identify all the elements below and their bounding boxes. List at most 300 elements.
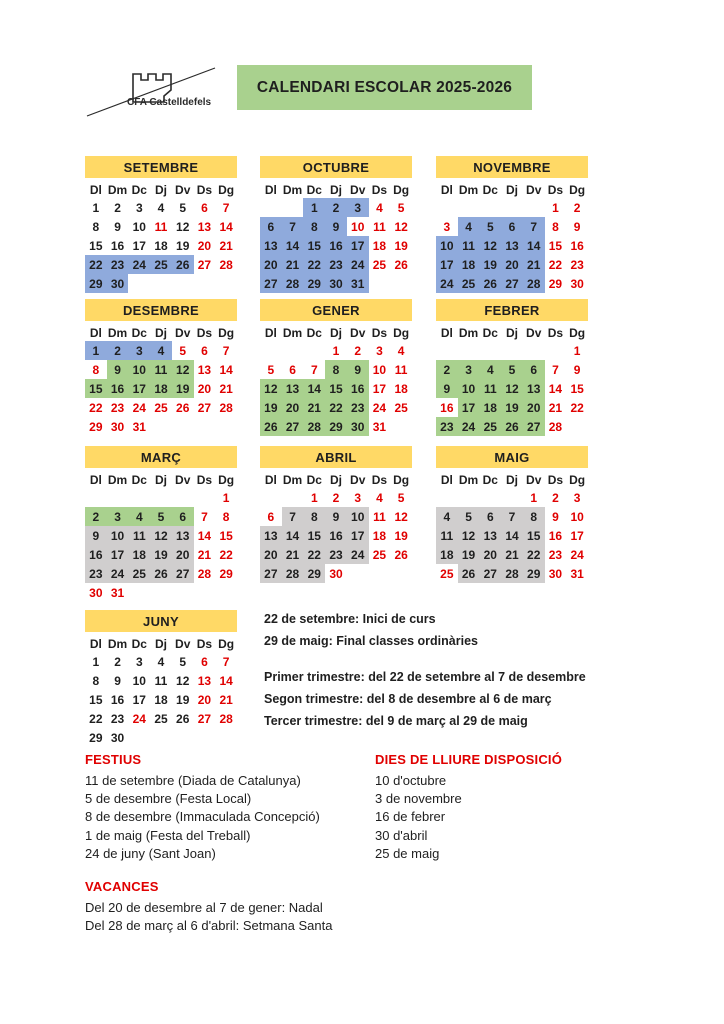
week-row xyxy=(436,217,588,236)
day-cell: 25 xyxy=(458,274,480,293)
day-cell: 12 xyxy=(150,526,172,545)
day-cell-empty xyxy=(128,488,150,507)
list-item: 24 de juny (Sant Joan) xyxy=(85,845,216,861)
weekday-header-row xyxy=(436,181,588,198)
week-row xyxy=(436,526,588,545)
day-cell: 13 xyxy=(172,526,194,545)
day-cell: 18 xyxy=(150,379,172,398)
day-cell: 4 xyxy=(128,507,150,526)
week-row xyxy=(85,274,237,293)
day-cell: 10 xyxy=(132,673,146,688)
day-cell: 22 xyxy=(89,400,103,415)
weekday-label: Dv xyxy=(175,472,191,487)
note-trimestre-1: Primer trimestre: del 22 de setembre al 7 de desembre xyxy=(264,670,586,684)
week-row xyxy=(260,417,412,436)
week-row xyxy=(85,507,237,526)
day-cell: 25 xyxy=(150,255,172,274)
day-cell: 13 xyxy=(197,219,212,234)
month-maig xyxy=(436,446,588,583)
vacances-list xyxy=(85,899,332,935)
weekday-label: Ds xyxy=(196,472,213,487)
day-cell: 3 xyxy=(128,341,150,360)
week-row xyxy=(85,236,237,255)
weekday-label: Dc xyxy=(131,182,147,197)
week-row xyxy=(260,488,412,507)
day-cell: 8 xyxy=(92,362,100,377)
day-cell: 28 xyxy=(303,417,325,436)
week-row xyxy=(85,526,237,545)
day-cell: 26 xyxy=(172,255,194,274)
day-cell: 5 xyxy=(458,507,480,526)
weekday-label: Dv xyxy=(175,325,191,340)
month-novembre xyxy=(436,156,588,293)
day-cell: 5 xyxy=(479,217,501,236)
day-cell: 2 xyxy=(332,490,340,505)
day-cell: 14 xyxy=(219,219,233,234)
weekday-label: Ds xyxy=(547,182,564,197)
day-cell: 15 xyxy=(325,379,347,398)
day-cell: 24 xyxy=(570,547,584,562)
day-cell: 12 xyxy=(394,219,408,234)
weekday-header-row xyxy=(436,471,588,488)
day-cell: 28 xyxy=(282,274,304,293)
day-cell: 8 xyxy=(552,219,559,234)
day-cell: 10 xyxy=(132,219,146,234)
day-cell-empty xyxy=(369,274,391,293)
weekday-header-row xyxy=(260,324,412,341)
day-cell-empty xyxy=(172,488,194,507)
day-cell: 11 xyxy=(150,360,172,379)
day-cell: 20 xyxy=(282,398,304,417)
day-cell: 9 xyxy=(107,360,129,379)
day-cell: 18 xyxy=(394,381,408,396)
day-cell: 1 xyxy=(92,654,100,669)
day-cell: 2 xyxy=(436,360,458,379)
day-cell: 11 xyxy=(154,673,168,688)
day-cell: 19 xyxy=(172,379,194,398)
weekday-label: Dg xyxy=(393,325,410,340)
weekday-label: Dm xyxy=(107,636,128,651)
day-cell: 22 xyxy=(219,547,233,562)
day-cell: 28 xyxy=(523,274,545,293)
day-cell: 6 xyxy=(201,200,208,215)
day-cell: 15 xyxy=(219,528,233,543)
day-cell: 27 xyxy=(479,564,501,583)
day-cell-empty xyxy=(150,488,172,507)
day-cell: 7 xyxy=(310,362,318,377)
day-cell: 22 xyxy=(548,257,563,272)
day-cell-empty xyxy=(523,341,545,360)
day-cell: 23 xyxy=(110,711,125,726)
day-cell: 20 xyxy=(523,398,545,417)
day-cell: 26 xyxy=(501,417,523,436)
day-cell: 23 xyxy=(436,417,458,436)
day-cell: 10 xyxy=(458,379,480,398)
weekday-label: Dg xyxy=(218,472,235,487)
day-cell-empty xyxy=(390,564,412,583)
month-title: JUNY xyxy=(85,610,237,632)
day-cell: 23 xyxy=(570,257,584,272)
day-cell: 5 xyxy=(179,343,187,358)
month-title: DESEMBRE xyxy=(85,299,237,321)
weekday-label: Dl xyxy=(440,472,453,487)
day-cell: 8 xyxy=(92,673,100,688)
day-cell: 6 xyxy=(501,217,523,236)
day-cell: 11 xyxy=(128,526,150,545)
day-cell: 14 xyxy=(282,526,304,545)
weekday-label: Ds xyxy=(547,472,564,487)
day-cell-empty xyxy=(150,583,172,602)
day-cell-empty xyxy=(458,488,480,507)
day-cell: 27 xyxy=(501,274,523,293)
week-row xyxy=(436,274,588,293)
day-cell: 28 xyxy=(197,566,212,581)
day-cell: 7 xyxy=(282,217,304,236)
weekday-label: Dg xyxy=(218,182,235,197)
day-cell-empty xyxy=(347,564,369,583)
day-cell: 17 xyxy=(107,545,129,564)
day-cell: 19 xyxy=(394,238,408,253)
list-item: 25 de maig xyxy=(375,845,440,861)
weekday-label: Ds xyxy=(196,325,213,340)
day-cell: 24 xyxy=(132,711,146,726)
day-cell: 19 xyxy=(479,255,501,274)
day-cell: 31 xyxy=(110,585,125,600)
day-cell: 17 xyxy=(128,379,150,398)
day-cell: 26 xyxy=(394,257,408,272)
week-row xyxy=(85,671,237,690)
weekday-label: Dj xyxy=(505,182,518,197)
day-cell: 23 xyxy=(325,545,347,564)
day-cell: 5 xyxy=(501,360,523,379)
day-cell-empty xyxy=(107,488,129,507)
day-cell: 1 xyxy=(92,200,100,215)
day-cell: 8 xyxy=(92,219,100,234)
day-cell: 12 xyxy=(172,360,194,379)
day-cell: 28 xyxy=(219,400,233,415)
day-cell-empty xyxy=(501,488,523,507)
weekday-label: Dj xyxy=(329,325,342,340)
day-cell: 13 xyxy=(479,526,501,545)
day-cell-empty xyxy=(282,198,304,217)
week-row xyxy=(85,564,237,583)
day-cell: 22 xyxy=(325,398,347,417)
day-cell: 15 xyxy=(85,379,107,398)
day-cell: 4 xyxy=(157,200,165,215)
weekday-label: Ds xyxy=(196,636,213,651)
weekday-header-row xyxy=(85,471,237,488)
day-cell: 6 xyxy=(201,654,208,669)
day-cell: 26 xyxy=(458,564,480,583)
day-cell: 13 xyxy=(260,236,282,255)
day-cell-empty xyxy=(150,728,172,747)
day-cell: 29 xyxy=(303,564,325,583)
month-title: SETEMBRE xyxy=(85,156,237,178)
day-cell-empty xyxy=(479,488,501,507)
day-cell: 7 xyxy=(501,507,523,526)
day-cell-empty xyxy=(260,198,282,217)
day-cell: 16 xyxy=(107,379,129,398)
weekday-header-row xyxy=(436,324,588,341)
day-cell: 9 xyxy=(436,379,458,398)
weekday-label: Dl xyxy=(264,182,277,197)
list-item: 3 de novembre xyxy=(375,791,462,807)
list-item: Del 28 de març al 6 d'abril: Setmana Santa xyxy=(85,918,333,934)
weekday-label: Dj xyxy=(329,472,342,487)
day-cell: 27 xyxy=(282,417,304,436)
day-cell: 10 xyxy=(372,362,387,377)
weekday-label: Dv xyxy=(350,182,366,197)
weekday-label: Dl xyxy=(89,325,102,340)
weekday-label: Dv xyxy=(526,182,542,197)
day-cell: 21 xyxy=(219,692,233,707)
week-row xyxy=(436,488,588,507)
weekday-label: Dc xyxy=(131,636,147,651)
day-cell: 5 xyxy=(267,362,275,377)
day-cell: 31 xyxy=(132,419,146,434)
day-cell: 24 xyxy=(436,274,458,293)
day-cell: 9 xyxy=(552,509,559,524)
day-cell: 9 xyxy=(573,219,581,234)
month-title: OCTUBRE xyxy=(260,156,412,178)
day-cell: 11 xyxy=(373,509,386,524)
day-cell: 26 xyxy=(176,400,190,415)
day-cell-empty xyxy=(172,417,194,436)
week-row xyxy=(260,274,412,293)
day-cell: 2 xyxy=(114,200,121,215)
vacances-heading: VACANCES xyxy=(85,879,159,894)
week-row xyxy=(85,583,237,602)
week-row xyxy=(85,360,237,379)
weekday-label: Dj xyxy=(154,636,167,651)
day-cell: 16 xyxy=(110,692,125,707)
month-title: MAIG xyxy=(436,446,588,468)
weekday-label: Dv xyxy=(350,472,366,487)
day-cell: 22 xyxy=(303,545,325,564)
lliure-disposicio-heading: DIES DE LLIURE DISPOSICIÓ xyxy=(375,752,563,767)
day-cell: 7 xyxy=(222,654,230,669)
day-cell: 30 xyxy=(329,566,343,581)
day-cell: 26 xyxy=(479,274,501,293)
day-cell: 16 xyxy=(85,545,107,564)
day-cell: 9 xyxy=(325,507,347,526)
weekday-label: Dv xyxy=(175,636,191,651)
day-cell: 22 xyxy=(303,255,325,274)
day-cell-empty xyxy=(566,417,588,436)
day-cell: 10 xyxy=(570,509,584,524)
day-cell-empty xyxy=(150,274,172,293)
month-gener xyxy=(260,299,412,436)
day-cell: 12 xyxy=(176,673,190,688)
day-cell: 21 xyxy=(548,400,563,415)
day-cell: 17 xyxy=(347,526,369,545)
weekday-header-row xyxy=(85,324,237,341)
day-cell: 10 xyxy=(347,507,369,526)
day-cell: 15 xyxy=(548,238,563,253)
week-row xyxy=(436,236,588,255)
day-cell: 17 xyxy=(458,398,480,417)
day-cell: 24 xyxy=(107,564,129,583)
day-cell: 9 xyxy=(325,217,347,236)
week-row xyxy=(260,217,412,236)
week-row xyxy=(260,255,412,274)
lliure-disposicio-list xyxy=(375,772,462,863)
day-cell-empty xyxy=(303,341,325,360)
day-cell: 19 xyxy=(176,238,190,253)
note-final: 29 de maig: Final classes ordinàries xyxy=(264,634,478,648)
day-cell: 19 xyxy=(150,545,172,564)
day-cell: 20 xyxy=(197,381,212,396)
day-cell: 5 xyxy=(150,507,172,526)
day-cell: 17 xyxy=(436,255,458,274)
list-item: Del 20 de desembre al 7 de gener: Nadal xyxy=(85,900,323,915)
day-cell: 27 xyxy=(260,274,282,293)
day-cell: 11 xyxy=(436,526,458,545)
weekday-label: Dv xyxy=(526,472,542,487)
day-cell: 20 xyxy=(197,692,212,707)
month-febrer xyxy=(436,299,588,436)
day-cell: 14 xyxy=(501,526,523,545)
weekday-label: Dc xyxy=(306,472,322,487)
day-cell-empty xyxy=(523,198,545,217)
day-cell-empty xyxy=(260,488,282,507)
day-cell-empty xyxy=(172,728,194,747)
day-cell: 23 xyxy=(347,398,369,417)
day-cell: 24 xyxy=(372,400,387,415)
day-cell: 1 xyxy=(85,341,107,360)
day-cell: 26 xyxy=(394,547,408,562)
weekday-label: Dl xyxy=(89,182,102,197)
day-cell: 8 xyxy=(523,507,545,526)
day-cell: 2 xyxy=(573,200,581,215)
day-cell: 27 xyxy=(172,564,194,583)
day-cell: 14 xyxy=(303,379,325,398)
weekday-label: Dm xyxy=(282,325,303,340)
day-cell-empty xyxy=(194,274,216,293)
day-cell-empty xyxy=(172,274,194,293)
weekday-label: Dm xyxy=(107,182,128,197)
day-cell: 18 xyxy=(154,692,168,707)
day-cell: 8 xyxy=(222,509,230,524)
day-cell: 24 xyxy=(128,255,150,274)
week-row xyxy=(436,545,588,564)
day-cell: 28 xyxy=(501,564,523,583)
day-cell: 13 xyxy=(523,379,545,398)
day-cell: 7 xyxy=(222,343,230,358)
day-cell: 16 xyxy=(347,379,369,398)
day-cell: 28 xyxy=(548,419,563,434)
day-cell-empty xyxy=(458,198,480,217)
day-cell: 22 xyxy=(85,255,107,274)
list-item: 11 de setembre (Diada de Catalunya) xyxy=(85,773,301,788)
day-cell: 20 xyxy=(479,545,501,564)
week-row xyxy=(260,507,412,526)
day-cell: 6 xyxy=(267,509,275,524)
weekday-label: Dj xyxy=(329,182,342,197)
day-cell: 18 xyxy=(436,545,458,564)
week-row xyxy=(85,709,237,728)
day-cell: 4 xyxy=(376,490,383,505)
day-cell: 28 xyxy=(219,257,233,272)
day-cell: 30 xyxy=(548,566,563,581)
logo-castle-icon xyxy=(85,58,220,120)
day-cell: 23 xyxy=(325,255,347,274)
day-cell: 30 xyxy=(325,274,347,293)
week-row xyxy=(436,255,588,274)
day-cell: 27 xyxy=(523,417,545,436)
day-cell-empty xyxy=(194,583,216,602)
weekday-label: Dc xyxy=(131,472,147,487)
day-cell-empty xyxy=(479,198,501,217)
day-cell: 13 xyxy=(282,379,304,398)
weekday-label: Dg xyxy=(569,182,586,197)
day-cell: 17 xyxy=(372,381,387,396)
day-cell: 2 xyxy=(85,507,107,526)
day-cell: 12 xyxy=(458,526,480,545)
day-cell: 6 xyxy=(172,507,194,526)
day-cell: 29 xyxy=(303,274,325,293)
day-cell: 1 xyxy=(573,343,581,358)
weekday-label: Dl xyxy=(440,182,453,197)
day-cell: 30 xyxy=(570,276,584,291)
day-cell: 3 xyxy=(347,198,369,217)
day-cell: 30 xyxy=(347,417,369,436)
weekday-label: Dg xyxy=(218,325,235,340)
day-cell: 21 xyxy=(282,255,304,274)
day-cell: 24 xyxy=(347,255,369,274)
week-row xyxy=(85,379,237,398)
day-cell: 14 xyxy=(523,236,545,255)
day-cell-empty xyxy=(172,583,194,602)
weekday-label: Dl xyxy=(89,636,102,651)
day-cell: 30 xyxy=(89,585,103,600)
day-cell-empty xyxy=(128,274,150,293)
weekday-label: Dc xyxy=(306,182,322,197)
day-cell: 2 xyxy=(325,198,347,217)
festius-list xyxy=(85,772,320,863)
day-cell: 31 xyxy=(347,274,369,293)
note-trimestre-2: Segon trimestre: del 8 de desembre al 6 de març xyxy=(264,692,552,706)
week-row xyxy=(436,507,588,526)
day-cell: 2 xyxy=(114,654,121,669)
week-row xyxy=(260,236,412,255)
day-cell-empty xyxy=(501,341,523,360)
weekday-label: Dg xyxy=(393,472,410,487)
day-cell-empty xyxy=(194,417,216,436)
day-cell: 25 xyxy=(479,417,501,436)
day-cell-empty xyxy=(150,417,172,436)
day-cell: 14 xyxy=(282,236,304,255)
weekday-label: Dm xyxy=(282,472,303,487)
day-cell: 16 xyxy=(325,526,347,545)
weekday-label: Dg xyxy=(393,182,410,197)
week-row xyxy=(85,690,237,709)
day-cell: 21 xyxy=(197,547,212,562)
month-desembre xyxy=(85,299,237,436)
week-row xyxy=(85,217,237,236)
weekday-label: Ds xyxy=(547,325,564,340)
day-cell: 29 xyxy=(548,276,563,291)
week-row xyxy=(260,198,412,217)
day-cell-empty xyxy=(215,417,237,436)
weekday-label: Dm xyxy=(458,472,479,487)
day-cell: 3 xyxy=(376,343,383,358)
day-cell: 9 xyxy=(114,219,121,234)
day-cell: 13 xyxy=(501,236,523,255)
day-cell: 7 xyxy=(222,200,230,215)
day-cell: 12 xyxy=(479,236,501,255)
day-cell: 4 xyxy=(376,200,383,215)
